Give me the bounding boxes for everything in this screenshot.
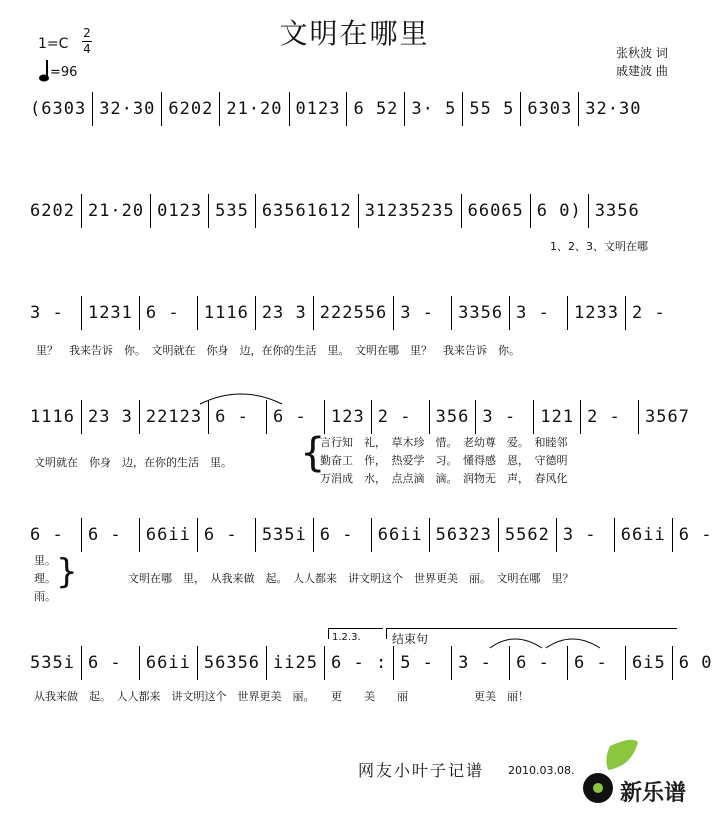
lyric-row-5-line-4: 文明在哪 里， 从我来做 起。 人人都来 讲文明这个 世界更美 丽。 文明在哪 里？ (128, 572, 574, 585)
lyricist: 张秋波 词 (616, 46, 668, 60)
tie-arc (196, 390, 286, 406)
brace-icon: { (300, 430, 326, 476)
tempo-marking (38, 60, 77, 82)
logo-text: 新乐谱 (620, 781, 687, 806)
lyric-row-5-line-2: 理。 (34, 572, 56, 585)
notation-row-2: 6202 21·20 0123 535 63561612 31235235 66065 6 0) 3356 (30, 194, 640, 228)
composer: 戚建波 曲 (616, 64, 668, 78)
lyric-row-4-line-4: 万涓成 水， 点点滴 滴。 润物无 声， 春风化 (320, 472, 568, 485)
ending-label: 结束句 (392, 632, 429, 646)
staff-row-1 (30, 92, 680, 126)
notation-row-5: 6 - 6 - 66ii 6 - 535i 6 - 66ii 56323 5562 3 - 66ii 6 - (30, 518, 712, 552)
volta-line (328, 628, 383, 639)
key-signature: 1=C (38, 36, 69, 52)
lyric-row-5-line-1: 里。 (34, 554, 56, 567)
lyric-row-6-line-1: 从我来做 起。 人人都来 讲文明这个 世界更美 丽。 更 美 丽 更美 丽！ (34, 690, 529, 703)
lyric-row-2-line-1: 1、2、3、文明在哪 (550, 240, 648, 253)
lyric-row-4-line-2: 言行知 礼， 草木珍 惜。 老幼尊 爱。 和睦邻 (320, 436, 568, 449)
lyric-row-4-line-3: 勤奋工 作， 热爱学 习。 懂得感 恩， 守德明 (320, 454, 568, 467)
staff-row-5 (30, 518, 712, 552)
tempo-value: =96 (50, 65, 78, 80)
quarter-note-icon (38, 60, 50, 82)
staff-row-2 (30, 194, 680, 228)
notation-row-1: (6303 32·30 6202 21·20 0123 6 52 3· 5 55 5 6303 32·30 (30, 92, 641, 126)
transcription-date: 2010.03.08. (508, 764, 575, 777)
time-signature (82, 26, 92, 57)
lyric-row-4-line-1: 文明就在 你身 边，在你的生活 里。 (34, 456, 232, 469)
song-title: 文明在哪里 (279, 17, 430, 50)
lyric-row-3-line-1: 里？ 我来告诉 你。 文明就在 你身 边，在你的生活 里。 文明在哪 里？ 我来告诉 你。 (36, 344, 520, 357)
time-top: 2 (83, 26, 91, 40)
notation-row-4: 1116 23 3 22123 6 - 6 - 123 2 - 356 3 - 121 2 - 3567 (30, 400, 690, 434)
tie-arcs (486, 634, 606, 650)
volta-bracket: 1.2.3. (332, 632, 361, 643)
closing-brace-icon: } (56, 552, 78, 592)
notation-row-6: 535i 6 - 66ii 56356 ii25 6 - : 5 - 3 - 6 - 6 - 6i5 6 0 (30, 646, 712, 680)
lyric-row-5-line-3: 雨。 (34, 590, 56, 603)
notation-row-3: 3 - 1231 6 - 1116 23 3 222556 3 - 3356 3 - 1233 2 - (30, 296, 666, 330)
transcriber-signature: 网友小叶子记谱 (358, 761, 485, 780)
staff-row-6 (30, 646, 712, 680)
credits (616, 44, 668, 80)
staff-row-4 (30, 400, 690, 434)
time-bottom: 4 (83, 42, 91, 56)
staff-row-3 (30, 296, 680, 330)
